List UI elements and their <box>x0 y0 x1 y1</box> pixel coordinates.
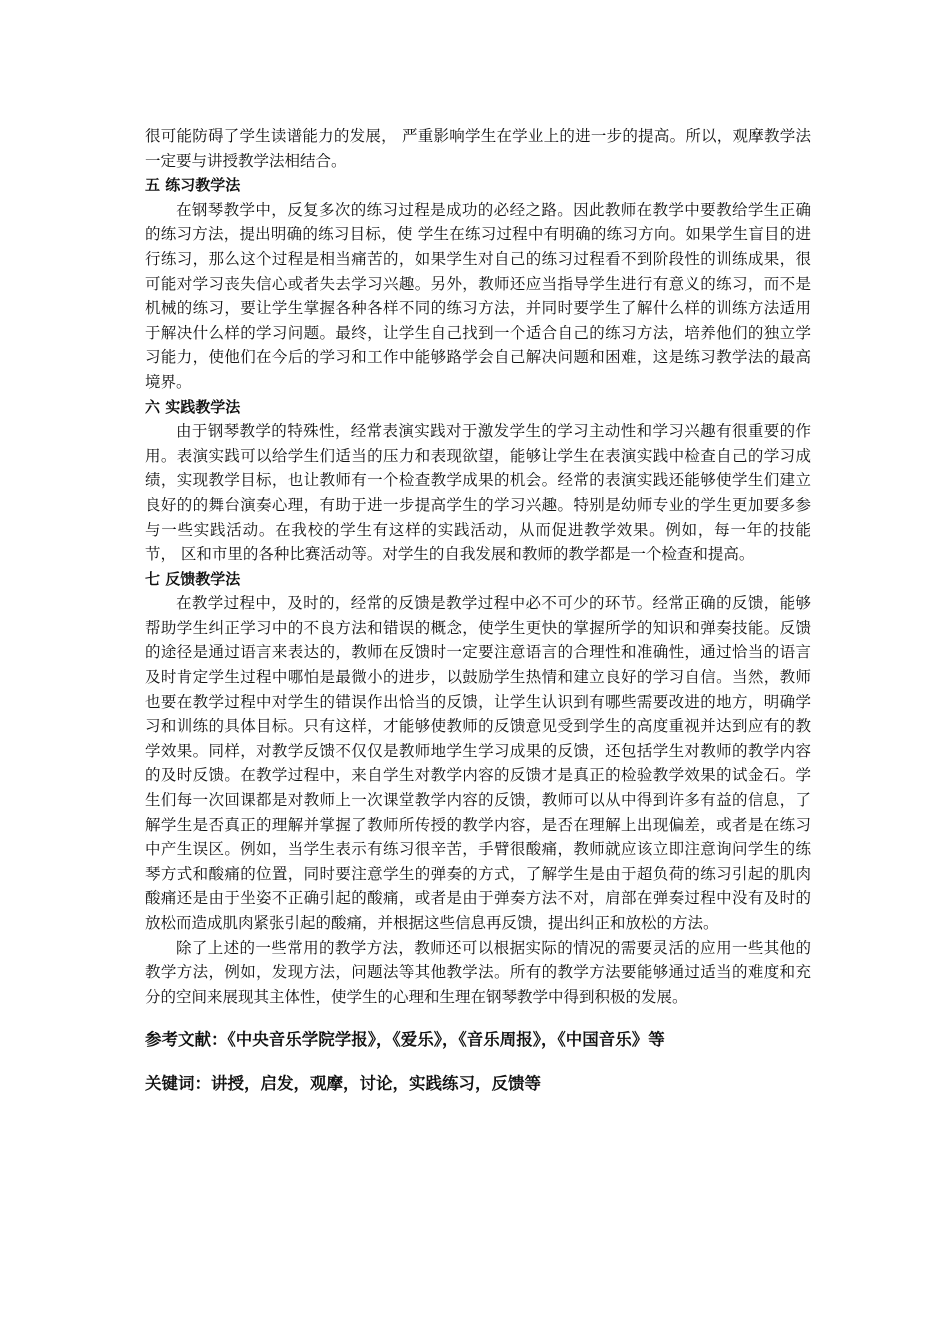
section-heading-practice: 五 练习教学法 <box>145 176 241 195</box>
feedback-paragraph: 在教学过程中，及时的，经常的反馈是教学过程中必不可少的环节。经常正确的反馈，能够帮助学生纠正学习中的不良方法和错误的概念，使学生更快的掌握所学的知识和弹奏技能。反馈的途径是通过语言来表达的，教师在反馈时一定要注意语言的合理性和准确性，通过恰当的语言及时肯定学生过程中哪怕是最微小的进步，以鼓励学生热情和建立良好的学习自信。当然，教师也要在教学过程中对学生的错误作出恰当的反馈，让学生认识到有哪些需要改进的地方，明确学习和训练的具体目标。只有这样，才能够使教师的反馈意见受到学生的高度重视并达到应有的教学效果。同样，对教学反馈不仅仅是教师地学生学习成果的反馈，还包括学生对教师的教学内容的及时反馈。在教学过程中，来自学生对教学内容的反馈才是真正的检验教学效果的试金石。学生们每一次回课都是对教师上一次课堂教学内容的反馈，教师可以从中得到许多有益的信息，了解学生是否真正的理解并掌握了教师所传授的教学内容，是否在理解上出现偏差，或者是在练习中产生误区。例如，当学生表示有练习很辛苦，手臂很酸痛，教师就应该立即注意询问学生的练琴方式和酸痛的位置，同时要注意学生的弹奏的方式，了解学生是由于超负荷的练习引起的肌肉酸痛还是由于坐姿不正确引起的酸痛，或者是由于弹奏方法不对，肩部在弹奏过程中没有及时的放松而造成肌肉紧张引起的酸痛，并根据这些信息再反馈，提出纠正和放松的方法。 <box>145 594 811 932</box>
practice-paragraph: 在钢琴教学中，反复多次的练习过程是成功的必经之路。因此教师在教学中要教给学生正确的练习方法，提出明确的练习目标，使 学生在练习过程中有明确的练习方向。如果学生盲目的进行练习，那么这个过程是相当痛苦的，如果学生对自己的练习过程看不到阶段性的训练成果，很可能对学习丧失信心或者失去学习兴趣。另外，教师还应当指导学生进行有意义的练习，而不是机械的练习，要让学生掌握各种各样不同的练习方法，并同时要学生了解什么样的训练方法适用于解决什么样的学习问题。最终，让学生自己找到一个适合自己的练习方法，培养他们的独立学习能力，使他们在今后的学习和工作中能够路学会自己解决问题和困难，这是练习教学法的最高境界。 <box>145 200 811 391</box>
section-heading-performance: 六 实践教学法 <box>145 397 241 416</box>
keywords-line: 关键词：讲授，启发，观摩，讨论，实践练习，反馈等 <box>145 1074 541 1094</box>
intro-paragraph: 很可能防碍了学生读谱能力的发展， 严重影响学生在学业上的进一步的提高。所以，观摩教学法一定要与讲授教学法相结合。 <box>145 127 811 170</box>
references-line: 参考文献：《中央音乐学院学报》，《爱乐》，《音乐周报》，《中国音乐》等 <box>145 1030 665 1050</box>
section-heading-feedback: 七 反馈教学法 <box>145 569 241 588</box>
closing-paragraph: 除了上述的一些常用的教学方法，教师还可以根据实际的情况的需要灵活的应用一些其他的教学方法，例如，发现方法，问题法等其他教学法。所有的教学方法要能够通过适当的难度和充分的空间来展现其主体性，使学生的心理和生理在钢琴教学中得到积极的发展。 <box>145 938 811 1006</box>
performance-paragraph: 由于钢琴教学的特殊性，经常表演实践对于激发学生的学习主动性和学习兴趣有很重要的作用。表演实践可以给学生们适当的压力和表现欲望，能够让学生在表演实践中检查自己的学习成绩，实现教学目标，也让教师有一个检查教学成果的机会。经常的表演实践还能够使学生们建立良好的的舞台演奏心理，有助于进一步提高学生的学习兴趣。特别是幼师专业的学生更加要多参与一些实践活动。在我校的学生有这样的实践活动，从而促进教学效果。例如，每一年的技能节， 区和市里的各种比赛活动等。对学生的自我发展和教师的教学都是一个检查和提高。 <box>145 422 811 564</box>
document-page <box>145 124 811 1096</box>
